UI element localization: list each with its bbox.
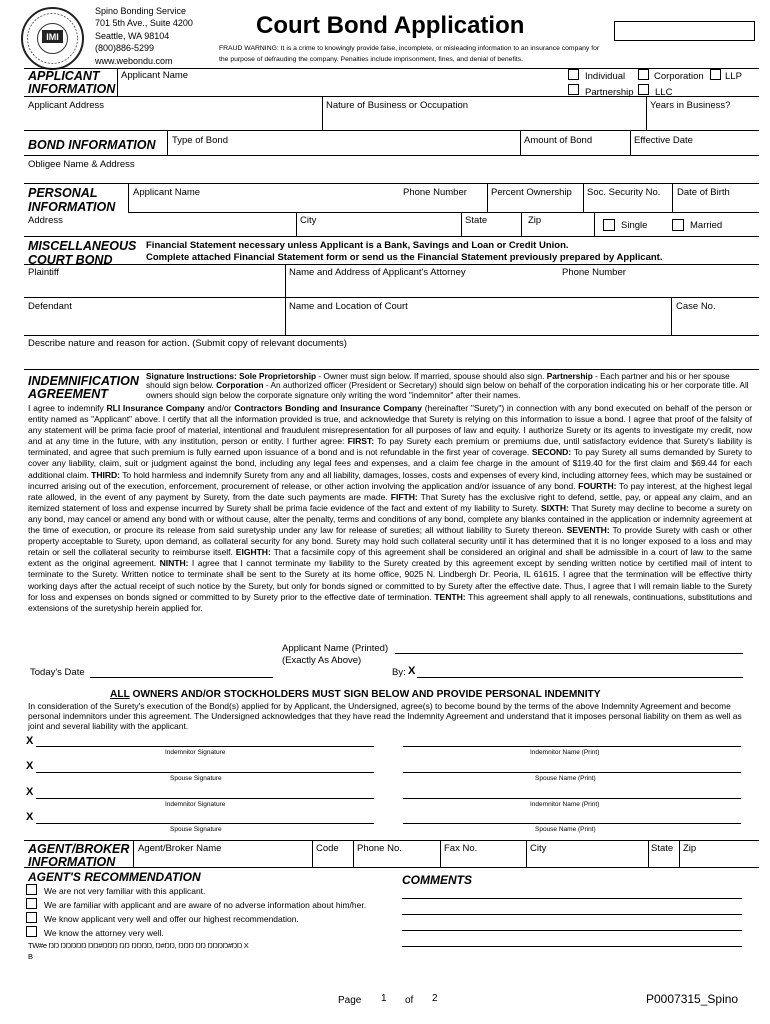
recommend-option-3-label: We know applicant very well and offer our highest recommendation.	[44, 914, 299, 924]
agent-recommendation-heading: AGENT'S RECOMMENDATION	[28, 870, 201, 884]
spouse-1-x: X	[26, 760, 34, 772]
indemnitor-1-print-label: Indemnitor Name (Print)	[530, 749, 600, 756]
by-signature-line[interactable]	[417, 677, 743, 678]
agreement-body: (hereinafter "Surety") in connection with any bond executed on behalf of the person or entity named as "Applicant" above. I certify that all the information provided is true, and acknowledge that Surety is relying on this information to issue a bond. I agree that proof of the falsity of any statement will be prima facie proof of material, intentional and fraudulent misrepresentation for all purposes of law and equity. I authorize Surety or its agents to investigate my credit, now and at any time in the future, with any institution, person or entity. I further agree:	[28, 403, 752, 447]
applicant-address-label: Applicant Address	[28, 100, 105, 111]
effective-date-label: Effective Date	[634, 135, 693, 146]
second-text: To pay Surety all sums demanded by Surety to cover any liability, claim, suit or judgment against the bond, including any legal fees and expenses, and a claim fee charge in the amount of $119.40 for the first claim and $69.44 for each additional claim.	[28, 447, 752, 480]
by-label: By:	[392, 667, 406, 678]
garbled-mark: B	[28, 952, 34, 961]
agent-fax-label: Fax No.	[444, 843, 478, 854]
defendant-label: Defendant	[28, 301, 72, 312]
sixth-text: That Surety may decline to become a surety on any bond, may cancel or amend any bond with or without cause, alter the penalty, terms and conditions of any bond, complete any blanks contained in the application or indemnity agreement at the time of execution, or procure its release from said suretyship under any law for release of sureties; all without liability to Surety thereon.	[28, 502, 752, 536]
agent-zip-label: Zip	[683, 843, 697, 854]
single-label: Single	[621, 220, 648, 231]
fifth-heading: FIFTH:	[390, 491, 418, 502]
bond-section-heading: BOND INFORMATION	[28, 138, 156, 152]
individual-checkbox[interactable]	[568, 69, 579, 80]
single-checkbox[interactable]	[603, 219, 615, 231]
personal-section-heading-1: PERSONAL	[28, 186, 98, 200]
eighth-heading: EIGHTH:	[235, 547, 271, 558]
dob-label: Date of Birth	[677, 187, 730, 198]
personal-name-label: Applicant Name	[133, 187, 201, 198]
company-seal	[21, 7, 84, 70]
corporation-term: Corporation	[216, 380, 264, 391]
applicant-section-heading-1: APPLICANT	[28, 69, 100, 83]
signature-instructions-label: Signature Instructions:	[146, 371, 237, 381]
indemnitor-2-signature-line[interactable]	[36, 798, 374, 799]
recommend-option-1-checkbox[interactable]	[26, 884, 37, 895]
indemnitor-2-print-line[interactable]	[403, 798, 741, 799]
comments-line-4[interactable]	[402, 946, 742, 947]
bond-amount-label: Amount of Bond	[524, 135, 593, 146]
agent-phone-label: Phone No.	[357, 843, 402, 854]
describe-action-label: Describe nature and reason for action. (Submit copy of relevant documents)	[28, 338, 347, 349]
personal-phone-label: Phone Number	[403, 187, 467, 198]
attorney-label: Name and Address of Applicant's Attorney	[289, 267, 466, 278]
indemnitor-1-print-line[interactable]	[403, 746, 741, 747]
plaintiff-label: Plaintiff	[28, 267, 59, 278]
married-label: Married	[690, 220, 723, 231]
garbled-signature-line: TW#e ŊŊ ŊŊŊŊŊ ŊŊ#ŊŊŊ ŊŊ ŊŊŊŊ, Ŋ#ŊŊ, ŊŊŊ ŊŊ ŊŊŊŊ#ŊŊ X	[28, 941, 249, 950]
agent-section-heading-1: AGENT/BROKER	[28, 842, 130, 856]
fifth-text: That Surety has the exclusive right to defend, settle, pay, or appeal any claim, and an itemized statement of loss and expense incurred by Surety shall be prima facie evidence of the fact and extent of my liability to Surety.	[28, 491, 752, 513]
llc-label: LLC	[655, 87, 673, 98]
tenth-heading: TENTH:	[434, 591, 466, 602]
comments-line-2[interactable]	[402, 914, 742, 915]
sole-proprietorship-text: - Owner must sign below. If married, spouse should also sign.	[316, 371, 547, 381]
spouse-2-signature-line[interactable]	[36, 823, 374, 824]
indemnitor-2-x: X	[26, 786, 34, 798]
seventh-text: To provide Surety with cash or other property acceptable to Surety, upon demand, as collateral security for any bond. Surety may hold such collateral security until it has determined that it is no longer exposed to a loss and may retain or sell the collateral security to reimburse itself.	[28, 525, 752, 558]
financial-statement-note-1: Financial Statement necessary unless Applicant is a Bank, Savings and Loan or Credit Union.	[146, 240, 569, 251]
svg-text:IMI: IMI	[46, 32, 59, 42]
owners-title-all: ALL	[110, 689, 130, 700]
third-heading: THIRD:	[91, 469, 120, 480]
page-total: 2	[432, 993, 438, 1004]
consideration-text: In consideration of the Surety's execution of the Bond(s) applied for by Applicant, the Undersigned, agree(s) to become bound by the terms of the above Indemnity Agreement and become personal indemnitors under this agreement. The Undersigned acknowledges that they have read the Indemnity Agreement and understand that it imposes personal liability on them as well as joint and several liability with the applicant.	[28, 701, 742, 731]
individual-label: Individual	[585, 71, 626, 82]
corporation-text: - An authorized officer (President or Secretary) should sign below on behalf of the corporation indicating his or her corporate title. All owners should sign below the corporate signature only writing the word "indemnitor" after their names.	[146, 380, 749, 400]
applicant-name-label: Applicant Name	[121, 70, 189, 81]
first-heading: FIRST:	[347, 436, 375, 447]
sixth-heading: SIXTH:	[540, 502, 569, 513]
bond-type-label: Type of Bond	[172, 135, 228, 146]
sole-proprietorship-term: Sole Proprietorship	[239, 371, 317, 381]
tenth-text: This agreement shall apply to all renewals, continuations, substitutions and extensions of the suretyship herein applied for.	[28, 591, 752, 613]
recommend-option-4-label: We know the attorney very well.	[44, 928, 164, 938]
court-label: Name and Location of Court	[289, 301, 408, 312]
seventh-heading: SEVENTH:	[566, 525, 610, 536]
indemnitor-2-signature-label: Indemnitor Signature	[165, 801, 226, 808]
recommend-option-4-checkbox[interactable]	[26, 926, 37, 937]
form-number-box[interactable]	[614, 21, 755, 41]
applicant-section-heading-2: INFORMATION	[28, 82, 116, 96]
agent-city-label: City	[530, 843, 547, 854]
comments-heading: COMMENTS	[402, 873, 472, 887]
agent-section-heading-2: INFORMATION	[28, 855, 116, 869]
recommend-option-3-checkbox[interactable]	[26, 912, 37, 923]
ninth-heading: NINTH:	[159, 558, 189, 569]
personal-section-heading-2: INFORMATION	[28, 200, 116, 214]
spouse-1-print-line[interactable]	[403, 772, 741, 773]
form-id: P0007315_Spino	[646, 992, 739, 1006]
company-address-line1: 701 5th Ave., Suite 4200	[95, 18, 193, 29]
agreement-intro: I agree to indemnify	[28, 403, 107, 413]
eighth-text: That a facsimile copy of this agreement shall be considered an original and shall be admissible in a court of law to the same extent as the original agreement.	[28, 547, 752, 569]
obligee-label: Obligee Name & Address	[28, 159, 135, 170]
printed-name-label-1: Applicant Name (Printed)	[282, 643, 389, 654]
spouse-2-print-label: Spouse Name (Print)	[535, 826, 596, 833]
attorney-phone-label: Phone Number	[562, 267, 626, 278]
personal-state-label: State	[465, 215, 488, 226]
signature-instructions	[146, 372, 756, 400]
case-number-label: Case No.	[676, 301, 716, 312]
page-label: Page	[338, 995, 362, 1006]
years-in-business-label: Years in Business?	[650, 100, 731, 111]
percent-ownership-label: Percent Ownership	[491, 187, 572, 198]
partnership-label: Partnership	[585, 87, 634, 98]
llp-checkbox[interactable]	[710, 69, 721, 80]
spouse-2-print-line[interactable]	[403, 823, 741, 824]
married-checkbox[interactable]	[672, 219, 684, 231]
indemnitor-1-signature-line[interactable]	[36, 746, 374, 747]
recommend-option-2-checkbox[interactable]	[26, 898, 37, 909]
todays-date-label: Today's Date	[30, 667, 85, 678]
agent-state-label: State	[651, 843, 674, 854]
agent-name-label: Agent/Broker Name	[138, 843, 222, 854]
partnership-text: - Each partner and his or her spouse should sign below.	[146, 371, 730, 391]
company-name: Spino Bonding Service	[95, 6, 187, 16]
applicant-name-input[interactable]	[121, 82, 561, 95]
partnership-term: Partnership	[546, 371, 593, 381]
of-label: of	[405, 995, 414, 1006]
page-number: 1	[381, 993, 387, 1004]
indemnification-heading-1: INDEMNIFICATION	[28, 374, 139, 388]
recommend-option-2-label: We are familiar with applicant and are aware of no adverse information about him/her.	[44, 900, 367, 910]
spouse-2-x: X	[26, 811, 34, 823]
llc-checkbox[interactable]	[638, 84, 649, 95]
comments-line-1[interactable]	[402, 898, 742, 899]
todays-date-line[interactable]	[90, 677, 273, 678]
financial-statement-note-2: Complete attached Financial Statement form or send us the Financial Statement previously prepared by Applicant.	[146, 252, 663, 263]
second-heading: SECOND:	[531, 447, 572, 458]
spouse-1-print-label: Spouse Name (Print)	[535, 775, 596, 782]
ssn-label: Soc. Security No.	[587, 187, 661, 198]
indemnitor-1-signature-label: Indemnitor Signature	[165, 749, 226, 756]
agent-code-label: Code	[316, 843, 339, 854]
corporation-checkbox[interactable]	[638, 69, 649, 80]
company-address-line2: Seattle, WA 98104	[95, 30, 170, 41]
rli-name: RLI Insurance Company	[106, 403, 205, 413]
indemnitor-1-x: X	[26, 735, 34, 747]
nature-of-business-label: Nature of Business or Occupation	[326, 100, 469, 111]
indemnification-heading-2: AGREEMENT	[28, 387, 108, 401]
llp-label: LLP	[725, 71, 742, 82]
spouse-1-signature-label: Spouse Signature	[170, 775, 222, 782]
misc-section-heading-2: COURT BOND	[28, 253, 113, 267]
partnership-checkbox[interactable]	[568, 84, 579, 95]
company-website: www.webondu.com	[95, 55, 173, 66]
cbic-name: Contractors Bonding and Insurance Company	[234, 403, 422, 413]
third-text: To hold harmless and indemnify Surety from any and all liability, damages, losses, costs and expenses of every kind, including attorney fees, which may be sustained or incurred arising out of the execution, enforcement, procurement of release, or other action involving the application and/or issuance of any bond.	[28, 469, 752, 491]
corporation-label: Corporation	[654, 71, 704, 82]
owners-title: OWNERS AND/OR STOCKHOLDERS MUST SIGN BELOW AND PROVIDE PERSONAL INDEMNITY	[129, 689, 601, 700]
spouse-1-signature-line[interactable]	[36, 772, 374, 773]
personal-address-label: Address	[28, 215, 63, 226]
fourth-heading: FOURTH:	[578, 480, 617, 491]
company-phone: (800)886-5299	[95, 43, 155, 54]
ninth-text: I agree that I cannot terminate my liability to the Surety created by this agreement except by sending written notice by certified mail of intent to terminate to the Surety. Written notice to terminate shall be sent to the Surety at its home office, 9025 N. Lindbergh Dr. Peoria, IL 61615. I agree that the termination will be effective thirty working days after the actual receipt of such notice by the Surety, but only for bonds signed or committed to by Surety after the effective date. Thus, I agree that I will remain liable to the Surety for loss and expenses on bonds signed or committed to by Surety prior to the effective date of termination.	[28, 558, 752, 602]
by-x-mark: X	[408, 665, 416, 677]
comments-line-3[interactable]	[402, 930, 742, 931]
personal-zip-label: Zip	[528, 215, 542, 226]
fraud-warning: FRAUD WARNING: It is a crime to knowingly provide false, incomplete, or misleading information to an insurance company for the purpose of defrauding the company. Penalties include imprisonment, fines, and denial of benefits.	[219, 45, 600, 63]
personal-city-label: City	[300, 215, 317, 226]
page-title: Court Bond Application	[256, 12, 525, 39]
first-text: To pay Surety each premium or premiums due, until satisfactory evidence that Surety's liability is terminated, and agree that such premium is fully earned upon issuance of a bond and is not refundable in the first year of coverage.	[28, 436, 752, 458]
indemnity-agreement-text	[28, 403, 752, 614]
and-or: and/or	[204, 403, 235, 413]
printed-name-label-2: (Exactly As Above)	[282, 655, 362, 666]
printed-name-line[interactable]	[395, 653, 743, 654]
misc-section-heading-1: MISCELLANEOUS	[28, 239, 137, 253]
spouse-2-signature-label: Spouse Signature	[170, 826, 222, 833]
indemnitor-2-print-label: Indemnitor Name (Print)	[530, 801, 600, 808]
recommend-option-1-label: We are not very familiar with this applicant.	[44, 886, 206, 896]
fourth-text: To pay interest, at the highest legal rate allowed, in the event of any payment by Surety, from the date such payments are made.	[28, 480, 752, 502]
